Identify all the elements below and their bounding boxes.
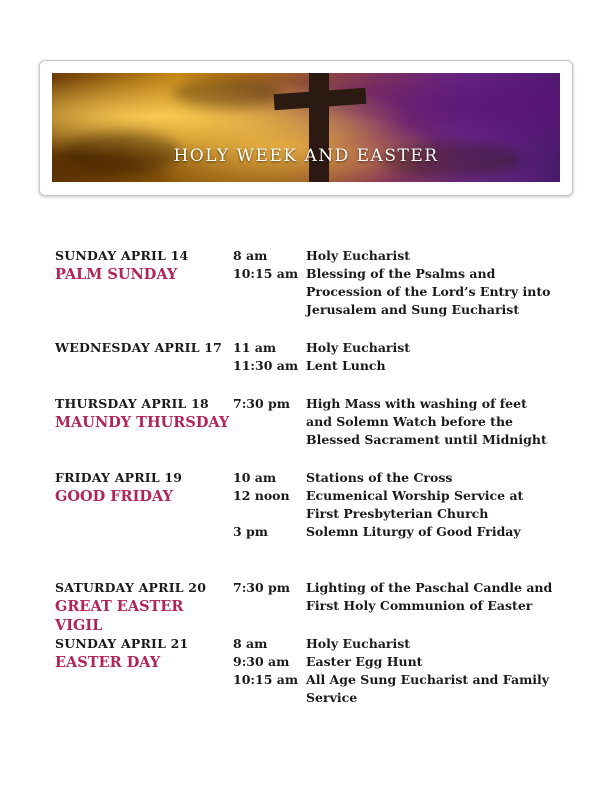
event-title: All Age Sung Eucharist and Family Service	[306, 672, 550, 705]
banner-title: HOLY WEEK AND EASTER	[173, 146, 439, 166]
day-date: THURSDAY APRIL 18	[55, 396, 209, 411]
day-name: GREAT EASTER VIGIL	[55, 598, 184, 634]
event-time: 11:30 am	[233, 358, 299, 373]
day-date: FRIDAY APRIL 19	[55, 470, 183, 485]
event-title: Holy Eucharist	[306, 248, 411, 263]
event-time: 9:30 am	[233, 654, 290, 669]
event-title: Lighting of the Paschal Candle and First Holy Communion of Easter	[306, 580, 553, 613]
schedule-row	[233, 579, 575, 615]
event-title: Lent Lunch	[306, 358, 386, 373]
event-time: 10 am	[233, 470, 277, 485]
day-name: GOOD FRIDAY	[55, 488, 173, 505]
day-date: SATURDAY APRIL 20	[55, 580, 207, 595]
schedule-row	[233, 487, 575, 523]
event-time: 11 am	[233, 340, 277, 355]
day-name: MAUNDY THURSDAY	[55, 414, 230, 431]
schedule-row	[233, 265, 575, 319]
day-palm-sunday	[55, 247, 575, 339]
banner-image	[52, 73, 560, 182]
event-time: 8 am	[233, 248, 268, 263]
schedule-row	[233, 339, 575, 357]
day-maundy-thursday	[55, 395, 575, 469]
event-time: 7:30 pm	[233, 396, 291, 411]
schedule-row	[233, 635, 575, 653]
schedule-row	[233, 357, 575, 375]
schedule-row	[233, 247, 575, 265]
day-good-friday	[55, 469, 575, 579]
event-time: 3 pm	[233, 524, 269, 539]
day-name: PALM SUNDAY	[55, 266, 178, 283]
event-title: Stations of the Cross	[306, 470, 453, 485]
event-title: High Mass with washing of feet and Solemn Watch before the Blessed Sacrament until Midnight	[306, 396, 547, 447]
event-title: Solemn Liturgy of Good Friday	[306, 524, 521, 539]
schedule-row	[233, 653, 575, 671]
schedule-row	[233, 671, 575, 707]
schedule-row	[233, 523, 575, 541]
day-easter-vigil	[55, 579, 575, 635]
event-title: Holy Eucharist	[306, 636, 411, 651]
event-title: Holy Eucharist	[306, 340, 411, 355]
day-name: EASTER DAY	[55, 654, 161, 671]
day-easter-day	[55, 635, 575, 707]
day-date: WEDNESDAY APRIL 17	[55, 340, 223, 355]
schedule-row	[233, 395, 575, 449]
schedule-row	[233, 469, 575, 487]
event-time: 10:15 am	[233, 266, 299, 281]
event-title: Easter Egg Hunt	[306, 654, 423, 669]
event-title: Blessing of the Psalms and Procession of the Lord’s Entry into Jerusalem and Sung Eucharist	[306, 266, 551, 317]
event-title: Ecumenical Worship Service at First Presbyterian Church	[306, 488, 524, 521]
event-time: 12 noon	[233, 488, 290, 503]
cross-beam	[274, 88, 367, 110]
day-wednesday	[55, 339, 575, 395]
event-time: 8 am	[233, 636, 268, 651]
day-date: SUNDAY APRIL 21	[55, 636, 189, 651]
day-date: SUNDAY APRIL 14	[55, 248, 189, 263]
schedule	[55, 247, 575, 707]
banner-frame	[39, 60, 573, 196]
event-time: 10:15 am	[233, 672, 299, 687]
event-time: 7:30 pm	[233, 580, 291, 595]
